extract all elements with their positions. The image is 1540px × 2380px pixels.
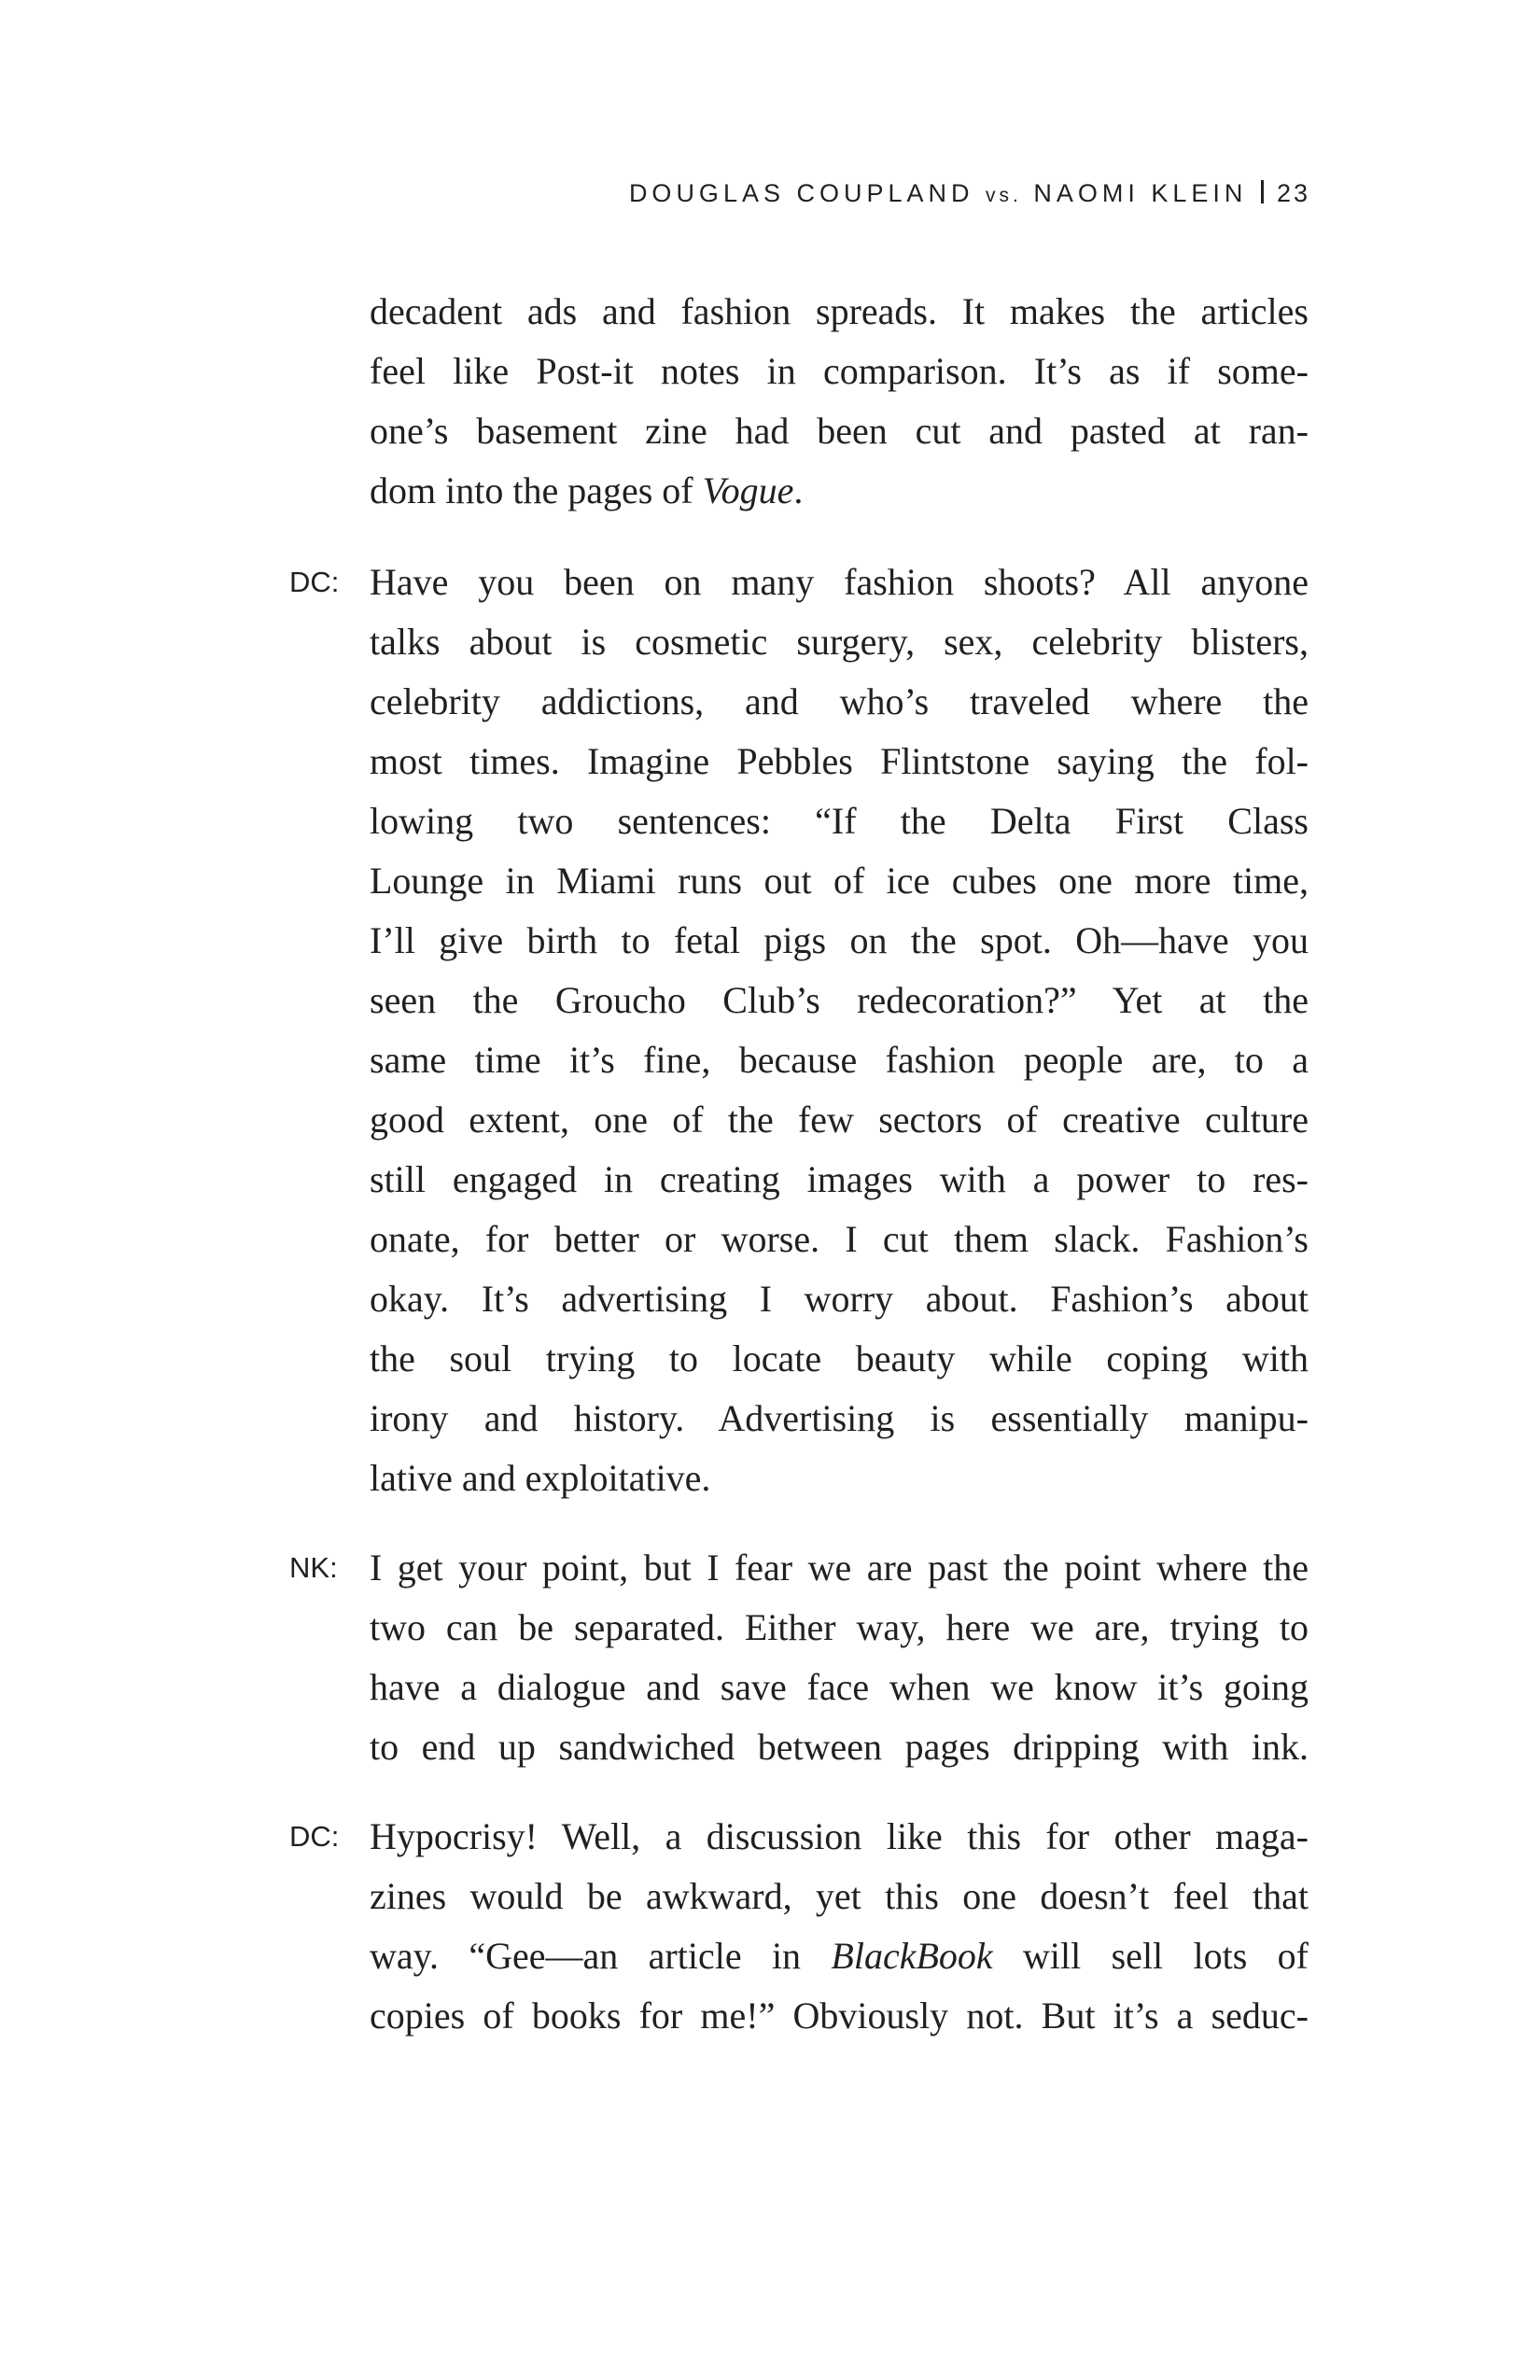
text-line: onate, for better or worse. I cut them slack. Fashion’s bbox=[370, 1218, 1309, 1260]
text-line: Lounge in Miami runs out of ice cubes one more time, bbox=[370, 860, 1309, 902]
header-author-b: NAOMI KLEIN bbox=[1033, 179, 1248, 207]
text-run: . bbox=[793, 469, 804, 511]
text-line: I’ll give birth to fetal pigs on the spot. Oh—have you bbox=[370, 919, 1309, 961]
magazine-title: Vogue bbox=[702, 469, 794, 511]
text-line: celebrity addictions, and who’s traveled where the bbox=[370, 680, 1309, 722]
header-divider bbox=[1261, 180, 1264, 203]
text-run: will sell lots of bbox=[992, 1935, 1309, 1977]
speaker-label: DC: bbox=[289, 566, 340, 598]
text-line: zines would be awkward, yet this one doesn’t feel that bbox=[370, 1875, 1309, 1917]
speaker-label: NK: bbox=[289, 1551, 338, 1584]
text-line: most times. Imagine Pebbles Flintstone saying the fol- bbox=[370, 740, 1309, 782]
text-line: I get your point, but I fear we are past the point where the bbox=[370, 1547, 1309, 1589]
text-line: to end up sandwiched between pages dripping with ink. bbox=[370, 1726, 1309, 1768]
text-line: still engaged in creating images with a power to res- bbox=[370, 1158, 1309, 1200]
text-line: same time it’s fine, because fashion people are, to a bbox=[370, 1039, 1309, 1081]
text-line: the soul trying to locate beauty while coping with bbox=[370, 1337, 1309, 1379]
text-line: seen the Groucho Club’s redecoration?” Yet at the bbox=[370, 979, 1309, 1021]
speaker-label: DC: bbox=[289, 1820, 340, 1853]
text-line: okay. It’s advertising I worry about. Fashion’s about bbox=[370, 1278, 1309, 1320]
text-line: lative and exploitative. bbox=[370, 1457, 711, 1499]
text-line: decadent ads and fashion spreads. It makes the articles bbox=[370, 290, 1309, 332]
text-run: dom into the pages of bbox=[370, 469, 703, 511]
text-line: feel like Post-it notes in comparison. It’s as if some- bbox=[370, 350, 1309, 392]
text-run: way. “Gee—an article in bbox=[370, 1935, 832, 1977]
running-head bbox=[629, 179, 1310, 208]
text-line: good extent, one of the few sectors of creative culture bbox=[370, 1099, 1309, 1141]
text-line: lowing two sentences: “If the Delta First Class bbox=[370, 800, 1309, 842]
text-line bbox=[370, 461, 1309, 521]
text-line: Have you been on many fashion shoots? All anyone bbox=[370, 561, 1309, 603]
text-line: copies of books for me!” Obviously not. But it’s a seduc- bbox=[370, 1995, 1309, 2037]
magazine-title: BlackBook bbox=[831, 1935, 993, 1977]
text-line: two can be separated. Either way, here we are, trying to bbox=[370, 1606, 1309, 1648]
text-line: Hypocrisy! Well, a discussion like this for other maga- bbox=[370, 1815, 1309, 1857]
page-number: 23 bbox=[1276, 179, 1310, 207]
header-vs: vs. bbox=[986, 185, 1022, 206]
text-line: one’s basement zine had been cut and pasted at ran- bbox=[370, 410, 1309, 452]
text-line: irony and history. Advertising is essentially manipu- bbox=[370, 1397, 1309, 1439]
text-line bbox=[370, 1926, 1309, 1986]
text-line: talks about is cosmetic surgery, sex, celebrity blisters, bbox=[370, 621, 1309, 663]
header-author-a: DOUGLAS COUPLAND bbox=[628, 179, 974, 207]
text-line: have a dialogue and save face when we know it’s going bbox=[370, 1666, 1309, 1708]
